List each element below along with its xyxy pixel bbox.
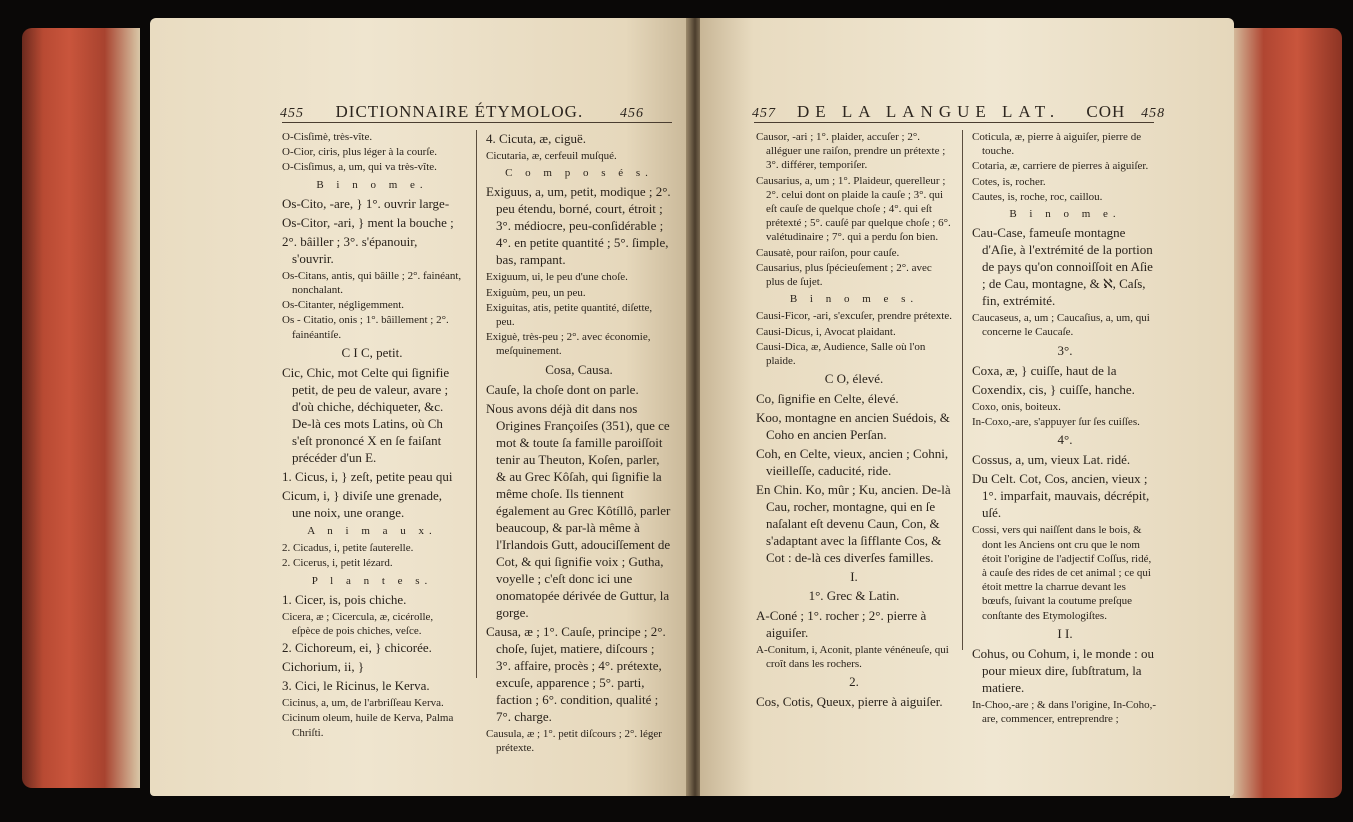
dictionary-entry: Cossi, vers qui naiſſent dans le bois, & dont les Anciens ont cru que le nom étoit l'origine de l'adjectif Coſſus, ridé, à cauſe des rides de cet animal ; ce qui étoit mettre la charrue devant les bœufs, ſuivant la coutume preſque conſtante des Etymologiſtes. — [972, 524, 1152, 622]
dictionary-entry: A-Conitum, i, Aconit, plante vénéneuſe, qui croît dans les rochers. — [756, 643, 949, 671]
dictionary-entry: Nous avons déjà dit dans nos Origines Françoiſes (351), que ce mot & toute ſa famille paroiſſoit tenir au Theuton, Koſen, parler, & au Grec Kôſah, qui ſignifie la même choſe. Ils tiennent également au Grec Kôtíllô, parler beaucoup, & par-là même à l'Irlandois Gutt, adouciſſement de Cot, & qui ſignifie voix ; Gutha, voyelle ; c'eſt donc ici une onomatopée dérivée de Guttur, la gorge. — [486, 400, 671, 620]
dictionary-entry: 3. Cici, le Ricinus, le Kerva. — [282, 678, 430, 694]
right-page-header — [752, 102, 1165, 122]
dictionary-entry: Cicinus, a, um, de l'arbriſſeau Kerva. — [282, 697, 444, 710]
dictionary-entry: Cotes, is, rocher. — [972, 175, 1046, 188]
dictionary-entry: 4. Cicuta, æ, ciguë. — [486, 131, 587, 146]
dictionary-entry: Causula, æ ; 1°. petit diſcours ; 2°. léger prétexte. — [486, 727, 662, 755]
right-column-1 — [756, 130, 952, 712]
dictionary-entry: Causi-Dicus, i, Avocat plaidant. — [756, 325, 896, 338]
page-number: 458 — [1141, 106, 1166, 121]
section-heading: P l a n t e s. — [311, 574, 433, 587]
dictionary-entry: Cos, Cotis, Queux, pierre à aiguiſer. — [756, 694, 943, 710]
section-heading: I I. — [1057, 625, 1073, 641]
dictionary-entry: 1. Cicus, i, } zeſt, petite peau qui — [282, 469, 453, 485]
dictionary-entry: Coxa, æ, } cuiſſe, haut de la — [972, 362, 1117, 378]
page-number: 457 — [752, 106, 776, 121]
dictionary-entry: Cicinum oleum, huile de Kerva, Palma Chriſti. — [282, 712, 454, 739]
page-edges-left — [22, 28, 140, 788]
dictionary-entry: Co, ſignifie en Celte, élevé. — [756, 391, 899, 407]
left-page-header — [280, 102, 644, 122]
dictionary-entry: Coticula, æ, pierre à aiguiſer, pierre de touche. — [972, 131, 1142, 158]
dictionary-entry: Exiguè, très-peu ; 2°. avec économie, meſquinement. — [486, 331, 651, 358]
dictionary-entry: 2. Cichoreum, ei, } chicorée. — [282, 640, 432, 656]
section-heading: B i n o m e s. — [789, 293, 919, 306]
page-edges-right — [1230, 28, 1342, 798]
dictionary-entry: Cicera, æ ; Cicercula, æ, cicérolle, eſpèce de pois chiches, veſce. — [282, 610, 434, 638]
section-heading: C o m p o s é s. — [505, 167, 653, 180]
dictionary-entry: Cicum, i, } diviſe une grenade, une noix, une orange. — [282, 488, 443, 521]
dictionary-entry: Cossus, a, um, vieux Lat. ridé. — [972, 452, 1131, 468]
dictionary-entry: Cichorium, ii, } — [282, 659, 365, 675]
running-title: DE LA LANGUE LAT. — [797, 102, 1061, 121]
dictionary-entry: A-Coné ; 1°. rocher ; 2°. pierre à aiguiſer. — [756, 607, 927, 640]
section-heading: C I C, petit. — [341, 344, 403, 360]
column-rule — [962, 130, 963, 650]
dictionary-entry: Coxo, onis, boiteux. — [972, 400, 1061, 413]
section-heading: Cosa, Causa. — [545, 361, 613, 377]
dictionary-entry: Coxendix, cis, } cuiſſe, hanche. — [972, 381, 1135, 397]
dictionary-entry: Exiguitas, atis, petite quantité, diſette, peu. — [486, 301, 653, 329]
running-title: DICTIONNAIRE ÉTYMOLOG. — [335, 102, 584, 121]
dictionary-entry: Os-Cito, -are, } 1°. ouvrir large- — [282, 195, 450, 211]
section-heading: A n i m a u x. — [307, 525, 437, 538]
dictionary-entry: O-Cior, ciris, plus léger à la courſe. — [282, 146, 438, 159]
dictionary-entry: Cohus, ou Cohum, i, le monde : ou pour mieux dire, ſubſtratum, la matiere. — [972, 646, 1154, 696]
dictionary-entry: 2. Cicadus, i, petite ſauterelle. — [282, 542, 414, 555]
dictionary-entry: Os-Citor, -ari, } ment la bouche ; — [282, 214, 454, 230]
section-heading: 1°. Grec & Latin. — [808, 587, 900, 603]
dictionary-entry: Du Celt. Cot, Cos, ancien, vieux ; 1°. imparfait, mauvais, décrépit, uſé. — [972, 471, 1150, 521]
dictionary-entry: Cic, Chic, mot Celte qui ſignifie petit, de peu de valeur, avare ; d'où chiche, déchiqueter, &c. De-là ces mots Latins, où Ch s'eſt prononcé X en ſe faiſant précéder d'un E. — [282, 365, 450, 466]
dictionary-entry: Causor, -ari ; 1°. plaider, accuſer ; 2°. alléguer une raiſon, prendre un prétexte ; 3°. différer, temporiſer. — [756, 131, 946, 172]
dictionary-entry: 2°. bâiller ; 3°. s'épanouir, s'ouvrir. — [282, 233, 418, 266]
left-page — [150, 18, 690, 796]
dictionary-entry: Causi-Ficor, -ari, s'excuſer, prendre prétexte. — [756, 310, 952, 323]
dictionary-entry: Causa, æ ; 1°. Cauſe, principe ; 2°. choſe, ſujet, matiere, diſcours ; 3°. affaire, procès ; 4°. prétexte, excuſe, apparence ; 5°. parti, faction ; 6°. condition, qualité ; 7°. charge. — [486, 623, 666, 724]
dictionary-entry: Cau-Case, fameuſe montagne d'Aſie, à l'extrémité de la portion de pays qu'on connoiſſoit en Aſie ; de Cau, montagne, & ℵ, Caſs, fin, extrémité. — [972, 225, 1153, 309]
right-page — [700, 18, 1234, 796]
dictionary-entry: Exiguum, ui, le peu d'une choſe. — [486, 271, 628, 284]
dictionary-entry: Cautes, is, roche, roc, caillou. — [972, 190, 1103, 203]
dictionary-entry: O-Cisſimè, très-vîte. — [282, 131, 373, 143]
dictionary-entry: 2. Cicerus, i, petit lézard. — [282, 557, 393, 570]
left-column-1 — [282, 130, 462, 741]
dictionary-entry: Os-Citans, antis, qui bâille ; 2°. fainéant, nonchalant. — [282, 269, 462, 297]
dictionary-entry: Cicutaria, æ, cerfeuil muſqué. — [486, 150, 617, 162]
dictionary-entry: Os - Citatio, onis ; 1°. bâillement ; 2°. fainéantiſe. — [282, 314, 449, 341]
dictionary-entry: Causi-Dica, æ, Audience, Salle où l'on plaide. — [756, 340, 926, 368]
dictionary-entry: Coh, en Celte, vieux, ancien ; Cohni, vieilleſſe, caducité, ride. — [756, 446, 949, 479]
dictionary-entry: En Chin. Ko, mûr ; Ku, ancien. De-là Cau, rocher, montagne, qui en ſe naſalant eſt devenu Caun, Con, & s'adaptant avec la ſifflante Cos, & Cot : de-là ces diverſes familles. — [756, 482, 951, 566]
dictionary-entry: Causarius, a, um ; 1°. Plaideur, querelleur ; 2°. celui dont on plaide la cauſe ; 3°. qui eſt cauſe de quelque choſe ; 4°. qui eſt prétexté ; 5°. cauſé par quelque choſe ; 6°. valétudinaire ; 7°. qui a perdu ſon bien. — [756, 174, 951, 244]
section-heading: B i n o m e. — [1009, 208, 1121, 221]
dictionary-entry: In-Coxo,-are, s'appuyer ſur ſes cuiſſes. — [972, 416, 1140, 429]
header-rule — [754, 122, 1154, 123]
section-heading: COH — [1086, 102, 1126, 121]
dictionary-entry: Os-Citanter, négligemment. — [282, 299, 405, 312]
dictionary-entry: Exiguùm, peu, un peu. — [486, 286, 586, 299]
section-heading: 2. — [849, 674, 859, 690]
dictionary-entry: Cotaria, æ, carriere de pierres à aiguiſer. — [972, 160, 1149, 173]
dictionary-entry: In-Choo,-are ; & dans l'origine, In-Coho,-are, commencer, entreprendre ; — [972, 699, 1157, 726]
column-rule — [476, 130, 477, 678]
header-rule — [282, 122, 672, 123]
dictionary-entry: O-Cisſimus, a, um, qui va très-vîte. — [282, 161, 437, 174]
dictionary-entry: 1. Cicer, is, pois chiche. — [282, 591, 407, 607]
left-column-2 — [486, 130, 672, 756]
right-column-2 — [972, 130, 1158, 727]
dictionary-entry: Caucaseus, a, um ; Caucaſius, a, um, qui concerne le Caucaſe. — [972, 312, 1150, 339]
dictionary-entry: Exiguus, a, um, petit, modique ; 2°. peu étendu, borné, court, étroit ; 3°. médiocre, peu-conſidérable ; 4°. en petite quantité ; 5°. ſimple, bas, rampant. — [486, 184, 671, 268]
page-number: 456 — [619, 106, 644, 121]
dictionary-entry: Causatè, pour raiſon, pour cauſe. — [756, 246, 900, 259]
section-heading: 3°. — [1057, 342, 1073, 358]
section-heading: C O, élevé. — [824, 371, 884, 387]
dictionary-entry: Koo, montagne en ancien Suédois, & Coho en ancien Perſan. — [756, 410, 950, 443]
section-heading: 4°. — [1057, 432, 1073, 448]
dictionary-entry: Cauſe, la choſe dont on parle. — [486, 381, 639, 397]
dictionary-entry: Causarius, plus ſpécieuſement ; 2°. avec plus de ſujet. — [756, 261, 932, 289]
section-heading: I. — [850, 569, 858, 585]
section-heading: B i n o m e. — [316, 178, 428, 191]
page-number: 455 — [280, 106, 304, 121]
